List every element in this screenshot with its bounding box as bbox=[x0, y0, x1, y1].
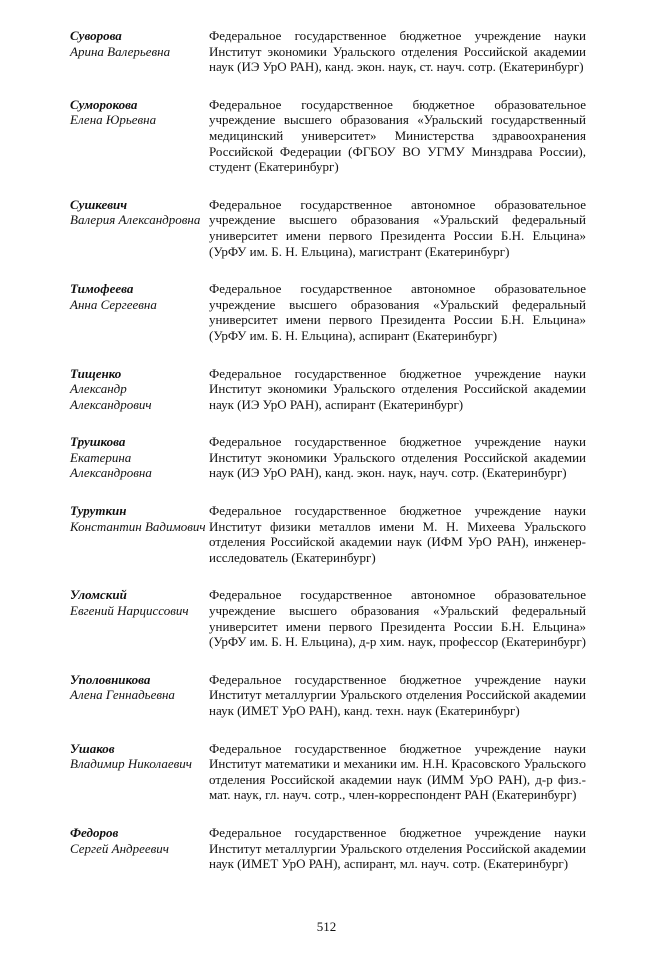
author-given-names: Анна Сергеевна bbox=[70, 296, 157, 312]
author-given-names: Арина Валерьевна bbox=[70, 43, 171, 59]
author-surname: Тищенко bbox=[70, 365, 122, 381]
author-list bbox=[70, 28, 586, 894]
author-given-names: Екатерина Александровна bbox=[70, 449, 152, 481]
author-name bbox=[70, 741, 209, 803]
author-surname: Туруткин bbox=[70, 503, 127, 519]
author-affiliation: Федеральное государственное бюджетное образовательное учреждение высшего образования «Уральский государственный медицинский университет» Министерства здравоохранения Российской Федерации (ФГБОУ ВО УГМУ Минздрава России), студент (Екатеринбург) bbox=[209, 96, 586, 175]
author-entry bbox=[70, 366, 586, 413]
author-entry bbox=[70, 672, 586, 719]
author-given-names: Александр Александрович bbox=[70, 381, 152, 412]
author-surname: Тимофеева bbox=[70, 281, 134, 297]
author-given-names: Евгений Нарциссович bbox=[70, 603, 189, 619]
author-name bbox=[70, 281, 209, 343]
author-name bbox=[70, 28, 209, 75]
author-surname: Трушкова bbox=[70, 434, 126, 450]
author-surname: Суворова bbox=[70, 28, 122, 43]
author-given-names: Сергей Андреевич bbox=[70, 840, 169, 856]
author-affiliation: Федеральное государственное автономное образовательное учреждение высшего образования «Уральский федеральный университет имени первого Президента России Б.Н. Ельцина» (УрФУ им. Б. Н. Ельцина), д-р хим. наук, профессор (Екатеринбург) bbox=[209, 587, 586, 650]
author-affiliation: Федеральное государственное автономное образовательное учреждение высшего образования «Уральский федеральный университет имени первого Президента России Б.Н. Ельцина» (УрФУ им. Б. Н. Ельцина), аспирант (Екатеринбург) bbox=[209, 281, 586, 343]
author-entry bbox=[70, 281, 586, 343]
author-name bbox=[70, 587, 209, 649]
author-affiliation: Федеральное государственное бюджетное учреждение науки Институт физики металлов имени М. Н. Михеева Уральского отделения Российской академии наук (ИФМ УрО РАН), инженер-исследователь (Екатеринбург) bbox=[209, 503, 586, 565]
author-affiliation: Федеральное государственное бюджетное учреждение науки Институт экономики Уральского отделения Российской академии наук (ИЭ УрО РАН), канд. экон. наук, ст. науч. сотр. (Екатеринбург) bbox=[209, 28, 586, 75]
author-entry bbox=[70, 28, 586, 75]
author-affiliation: Федеральное государственное бюджетное учреждение науки Институт экономики Уральского отделения Российской академии наук (ИЭ УрО РАН), аспирант (Екатеринбург) bbox=[209, 365, 586, 412]
author-name bbox=[70, 197, 209, 259]
author-name bbox=[70, 672, 209, 719]
author-surname: Суморокова bbox=[70, 96, 138, 112]
author-given-names: Елена Юрьевна bbox=[70, 112, 157, 128]
author-affiliation: Федеральное государственное бюджетное учреждение науки Институт металлургии Уральского отделения Российской академии наук (ИМЕТ УрО РАН), канд. техн. наук (Екатеринбург) bbox=[209, 671, 586, 718]
page-number: 512 bbox=[316, 919, 337, 934]
author-entry bbox=[70, 587, 586, 649]
author-surname: Федоров bbox=[70, 824, 119, 840]
author-entry bbox=[70, 825, 586, 872]
author-name bbox=[70, 97, 209, 175]
author-given-names: Валерия Александровна bbox=[70, 212, 201, 228]
author-entry bbox=[70, 503, 586, 565]
author-entry bbox=[70, 197, 586, 259]
author-affiliation: Федеральное государственное бюджетное учреждение науки Институт металлургии Уральского отделения Российской академии наук (ИМЕТ УрО РАН), аспирант, мл. науч. сотр. (Екатеринбург) bbox=[209, 824, 586, 872]
author-affiliation: Федеральное государственное автономное образовательное учреждение высшего образования «Уральский федеральный университет имени первого Президента России Б.Н. Ельцина» (УрФУ им. Б. Н. Ельцина), магистрант (Екатеринбург) bbox=[209, 196, 586, 259]
author-affiliation: Федеральное государственное бюджетное учреждение науки Институт экономики Уральского отделения Российской академии наук (ИЭ УрО РАН), канд. экон. наук, науч. сотр. (Екатеринбург) bbox=[209, 434, 586, 481]
author-given-names: Константин Вадимович bbox=[70, 518, 206, 534]
author-surname: Уполовникова bbox=[70, 671, 151, 687]
author-entry bbox=[70, 434, 586, 481]
author-name bbox=[70, 434, 209, 481]
author-surname: Уломский bbox=[70, 587, 127, 603]
author-name bbox=[70, 503, 209, 565]
author-name bbox=[70, 825, 209, 872]
author-surname: Сушкевич bbox=[70, 196, 128, 212]
author-entry bbox=[70, 741, 586, 803]
author-given-names: Алена Геннадьевна bbox=[70, 687, 175, 703]
author-given-names: Владимир Николаевич bbox=[70, 756, 192, 772]
author-name bbox=[70, 366, 209, 413]
author-entry bbox=[70, 97, 586, 175]
author-surname: Ушаков bbox=[70, 740, 115, 756]
author-affiliation: Федеральное государственное бюджетное учреждение науки Институт математики и механики им. Н.Н. Красовского Уральского отделения Российской академии наук (ИММ УрО РАН), д-р физ.-мат. наук, гл. науч. сотр., член-корреспондент РАН (Екатеринбург) bbox=[209, 740, 586, 803]
